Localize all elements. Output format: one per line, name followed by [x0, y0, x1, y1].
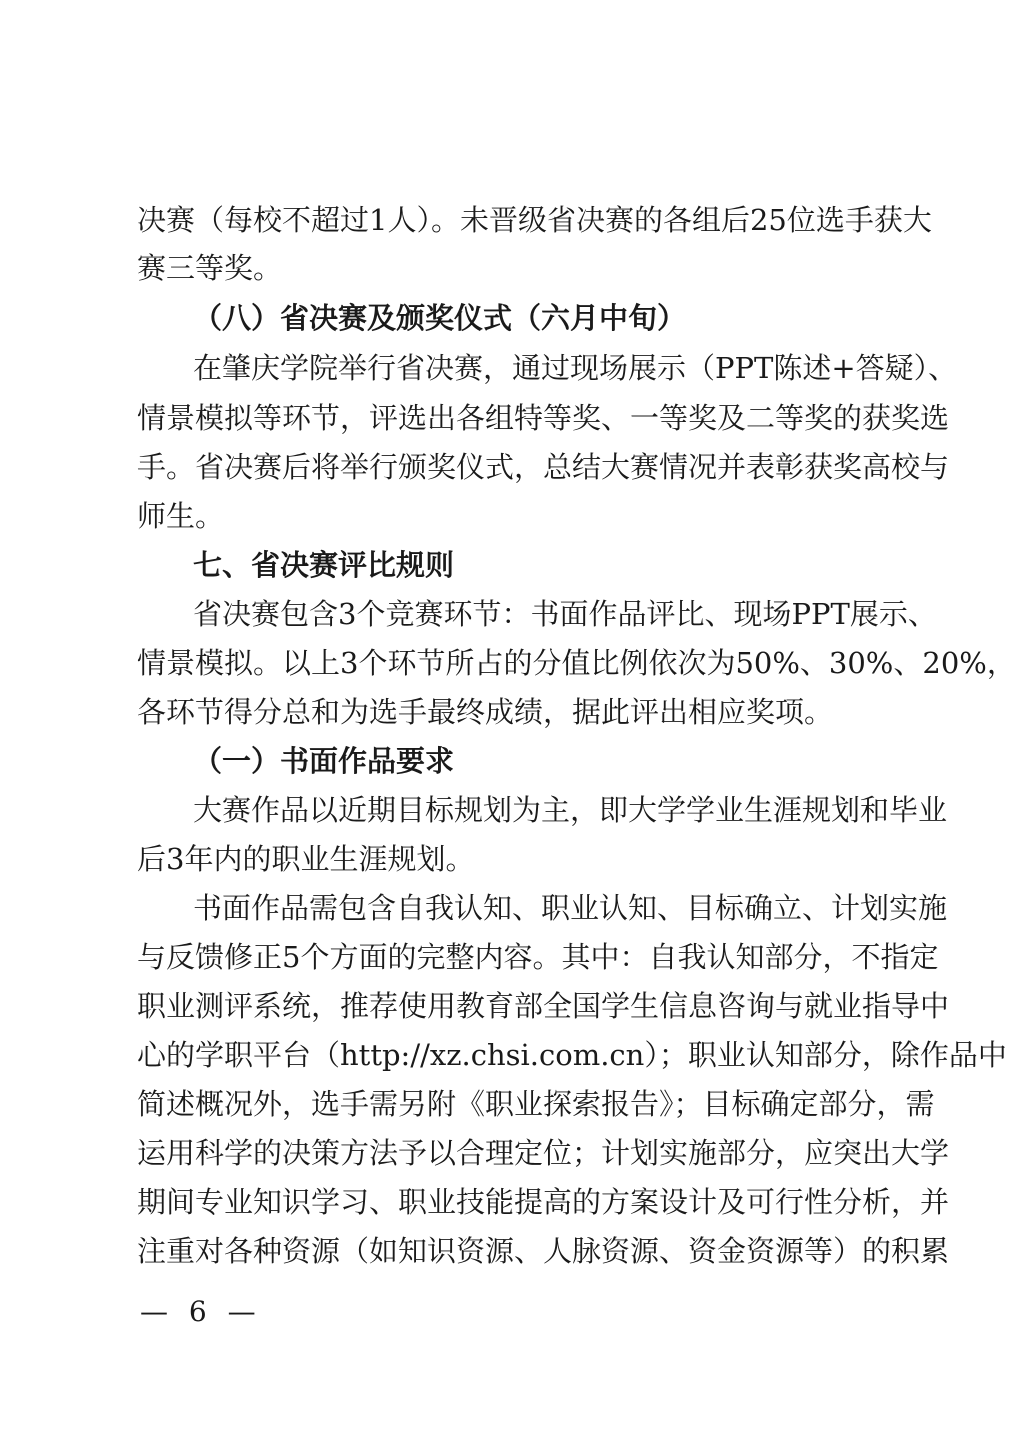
paragraph-line: 期间专业知识学习、职业技能提高的方案设计及可行性分析，并 [137, 1185, 950, 1219]
paragraph-line: 后3年内的职业生涯规划。 [137, 842, 475, 876]
paragraph-line: 师生。 [137, 499, 225, 533]
paragraph-line: 手。省决赛后将举行颁奖仪式，总结大赛情况并表彰获奖高校与 [137, 450, 950, 484]
page-number: — 6 — [140, 1295, 262, 1328]
paragraph-line: 省决赛包含3个竞赛环节：书面作品评比、现场PPT展示、 [193, 597, 937, 631]
paragraph-line: 各环节得分总和为选手最终成绩，据此评出相应奖项。 [137, 695, 834, 729]
paragraph-line: 情景模拟等环节，评选出各组特等奖、一等奖及二等奖的获奖选 [137, 401, 950, 435]
paragraph-line: 大赛作品以近期目标规划为主，即大学学业生涯规划和毕业 [193, 793, 948, 827]
paragraph-line: 职业测评系统，推荐使用教育部全国学生信息咨询与就业指导中 [137, 989, 950, 1023]
paragraph-line: 书面作品需包含自我认知、职业认知、目标确立、计划实施 [193, 891, 948, 925]
paragraph-line: 注重对各种资源（如知识资源、人脉资源、资金资源等）的积累 [137, 1234, 950, 1268]
paragraph-line: 情景模拟。以上3个环节所占的分值比例依次为50%、30%、20%， [137, 646, 1016, 680]
paragraph-line: 运用科学的决策方法予以合理定位；计划实施部分，应突出大学 [137, 1136, 950, 1170]
paragraph-line: 简述概况外，选手需另附《职业探索报告》；目标确定部分，需 [137, 1087, 935, 1121]
paragraph-line: 决赛（每校不超过1人）。未晋级省决赛的各组后25位选手获大 [137, 203, 932, 237]
paragraph-line: 在肇庆学院举行省决赛，通过现场展示（PPT陈述+答疑）、 [193, 351, 958, 385]
chapter-heading-7: 七、省决赛评比规则 [193, 548, 455, 582]
section-heading-1: （一）书面作品要求 [193, 744, 455, 778]
paragraph-line: 与反馈修正5个方面的完整内容。其中：自我认知部分，不指定 [137, 940, 939, 974]
paragraph-line: 赛三等奖。 [137, 251, 283, 285]
paragraph-line: 心的学职平台（http://xz.chsi.com.cn）；职业认知部分，除作品中 [137, 1038, 1007, 1072]
section-heading-8: （八）省决赛及颁奖仪式（六月中旬） [193, 301, 687, 335]
